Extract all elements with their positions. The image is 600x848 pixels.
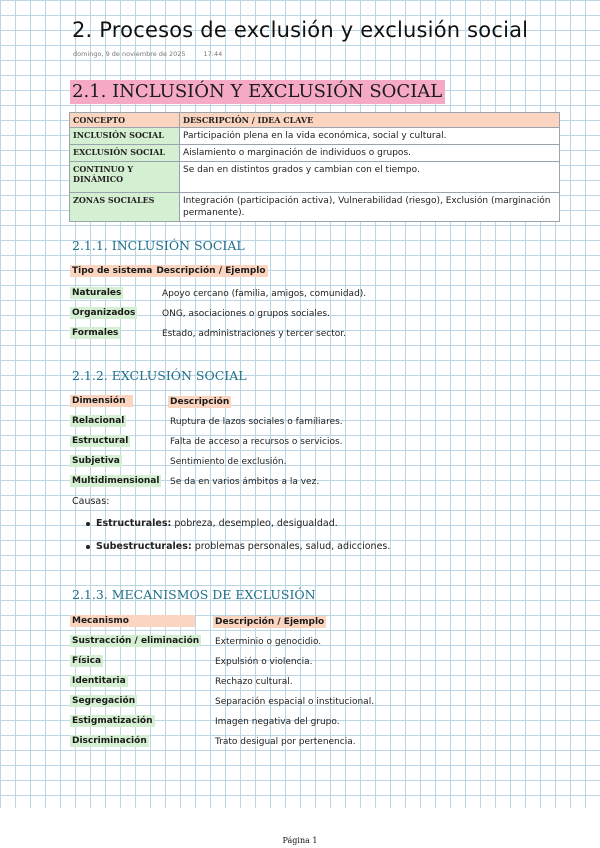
header-row-2-1-2	[70, 396, 230, 412]
dimension-value: Se da en varios ámbitos a la vez.	[170, 477, 320, 487]
causes-list	[86, 518, 390, 564]
section-heading-2-1-2: 2.1.2. EXCLUSIÓN SOCIAL	[72, 368, 247, 383]
column-header-description: Descripción	[170, 397, 230, 407]
section-heading-2-1-3: 2.1.3. MECANISMOS DE EXCLUSIÓN	[72, 587, 316, 602]
bullet-icon	[86, 522, 90, 526]
concept-cell: INCLUSIÓN SOCIAL	[70, 128, 180, 145]
list-item	[86, 541, 390, 564]
page-title: 2. Procesos de exclusión y exclusión social	[72, 18, 529, 42]
dimension-key: Estructural	[72, 436, 129, 446]
section-heading-2-1-1: 2.1.1. INCLUSIÓN SOCIAL	[72, 238, 245, 253]
mechanism-value: Separación espacial o institucional.	[215, 697, 375, 707]
dimension-value: Sentimiento de exclusión.	[170, 457, 287, 467]
table-row	[70, 193, 560, 222]
system-type-value: Estado, administraciones y tercer sector.	[162, 329, 346, 339]
page-number: Página 1	[282, 836, 318, 845]
column-header-mechanism: Mecanismo	[70, 615, 195, 627]
dimension-key: Subjetiva	[72, 456, 120, 466]
list-item	[86, 518, 390, 541]
list-item	[70, 636, 322, 652]
system-type-key: Naturales	[72, 288, 122, 298]
list-item	[70, 696, 375, 712]
list-item	[70, 308, 330, 324]
system-type-key: Formales	[72, 328, 119, 338]
column-header-dimension: Dimensión	[70, 395, 133, 407]
dimension-key: Relacional	[72, 416, 125, 426]
page-time: 17:44	[203, 50, 223, 58]
page-date: domingo, 9 de noviembre de 2025	[73, 50, 186, 58]
mechanism-value: Exterminio o genocidio.	[215, 637, 322, 647]
concept-cell: CONTINUO Y DINÁMICO	[70, 162, 180, 193]
cause-text: pobreza, desempleo, desigualdad.	[171, 518, 338, 529]
mechanism-key: Estigmatización	[72, 716, 153, 726]
list-item	[70, 736, 356, 752]
concepts-table	[69, 112, 560, 222]
list-item	[70, 328, 346, 344]
concept-cell: ZONAS SOCIALES	[70, 193, 180, 222]
list-item	[70, 656, 313, 672]
description-cell: Aislamiento o marginación de individuos o grupos.	[180, 145, 560, 162]
mechanism-key: Segregación	[72, 696, 136, 706]
column-header-concept: CONCEPTO	[70, 113, 180, 128]
concept-cell: EXCLUSIÓN SOCIAL	[70, 145, 180, 162]
mechanism-key: Física	[72, 656, 102, 666]
mechanism-value: Trato desigual por pertenencia.	[215, 737, 356, 747]
list-item	[70, 288, 367, 304]
description-cell: Integración (participación activa), Vulnerabilidad (riesgo), Exclusión (marginación permanente).	[180, 193, 560, 222]
bullet-icon	[86, 545, 90, 549]
column-header-system-type: Tipo de sistema	[72, 266, 153, 276]
system-type-value: Apoyo cercano (familia, amigos, comunidad).	[162, 289, 367, 299]
table-row	[70, 162, 560, 193]
mechanism-key: Discriminación	[72, 736, 147, 746]
list-item	[70, 676, 293, 692]
section-heading-2-1: 2.1. INCLUSIÓN Y EXCLUSIÓN SOCIAL	[70, 80, 445, 104]
system-type-value: ONG, asociaciones o grupos sociales.	[162, 309, 330, 319]
causes-label: Causas:	[72, 496, 110, 507]
list-item	[70, 436, 343, 452]
table-row	[70, 145, 560, 162]
column-header-description: DESCRIPCIÓN / IDEA CLAVE	[180, 113, 560, 128]
list-item	[70, 416, 343, 432]
mechanism-key: Sustracción / eliminación	[72, 636, 200, 646]
dimension-key: Multidimensional	[72, 476, 160, 486]
header-row-2-1-3	[70, 616, 325, 632]
cause-term: Estructurales:	[96, 518, 172, 529]
column-header-description: Descripción / Ejemplo	[156, 266, 266, 276]
cause-text: problemas personales, salud, adicciones.	[191, 541, 391, 552]
page-datetime	[73, 50, 222, 58]
list-item	[70, 456, 287, 472]
description-cell: Participación plena en la vida económica, social y cultural.	[180, 128, 560, 145]
header-row-2-1-1	[70, 266, 268, 282]
mechanism-value: Expulsión o violencia.	[215, 657, 313, 667]
column-header-description: Descripción / Ejemplo	[215, 617, 325, 627]
cause-term: Subestructurales:	[96, 541, 192, 552]
description-cell: Se dan en distintos grados y cambian con el tiempo.	[180, 162, 560, 193]
mechanism-value: Rechazo cultural.	[215, 677, 293, 687]
mechanism-value: Imagen negativa del grupo.	[215, 717, 340, 727]
table-row	[70, 128, 560, 145]
list-item	[70, 476, 320, 492]
dimension-value: Falta de acceso a recursos o servicios.	[170, 437, 343, 447]
mechanism-key: Identitaria	[72, 676, 126, 686]
system-type-key: Organizados	[72, 308, 136, 318]
dimension-value: Ruptura de lazos sociales o familiares.	[170, 417, 343, 427]
concepts-table-header-row	[70, 113, 560, 128]
list-item	[70, 716, 340, 732]
